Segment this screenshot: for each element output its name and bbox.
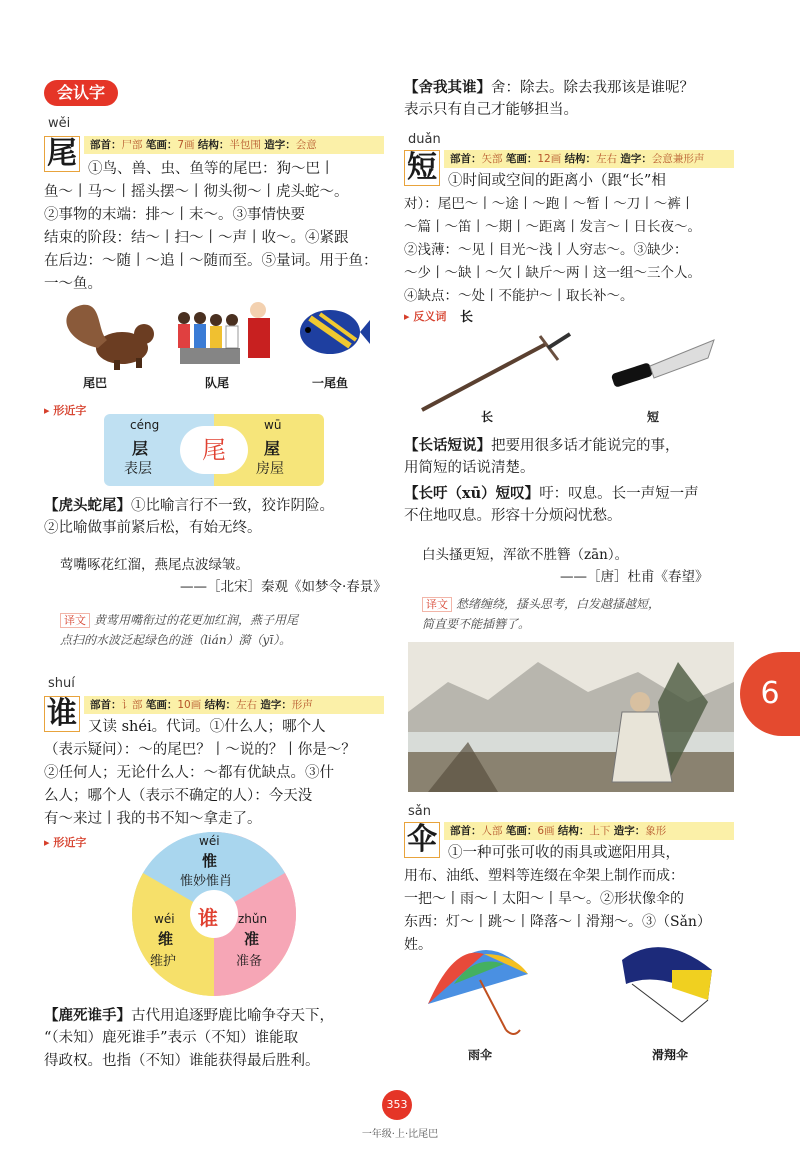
wheel-left-pinyin: wéi: [154, 912, 175, 926]
similar-left-pinyin: céng: [130, 418, 160, 432]
duan-headchar: 短: [404, 150, 440, 186]
similar-right-word: 房屋: [256, 461, 284, 477]
duan-translation-line: 简直要不能插簪了。: [422, 617, 531, 631]
shui-def-line: 又读 shéi。代词。①什么人；哪个人: [88, 719, 326, 735]
shui-def-line: 有～来过丨我的书不知～拿走了。: [44, 811, 262, 827]
right-top-idiom-line: 【舍我其谁】舍：除去。除去我那该是谁呢？: [404, 79, 694, 96]
similar-left-word: 表层: [124, 461, 152, 477]
duan-idiom1-line: 用简短的话说清楚。: [404, 460, 535, 476]
duan-pinyin: duǎn: [408, 132, 441, 147]
similar-right-pinyin: wū: [264, 418, 282, 432]
wei-translation-line: 译文 黄莺用嘴衔过的花更加红润，燕子用尾: [60, 610, 380, 631]
caption-long: 长: [480, 410, 493, 424]
san-def-line: 一把～丨雨～丨太阳～丨旱～。②形状像伞的: [404, 891, 684, 907]
duan-def-line: 对）：尾巴～丨～途丨～跑丨～暂丨～刀丨～裤丨: [404, 196, 695, 212]
duan-idiom2-line: 不住地叹息。形容十分烦闷忧愁。: [404, 508, 622, 524]
wei-def-line: ②事物的末端：排～丨末～。③事情快要: [44, 207, 305, 223]
wheel-right-pinyin: zhǔn: [238, 912, 268, 926]
wheel-left-word: 维护: [150, 954, 177, 969]
caption-umbrella: 雨伞: [467, 1048, 492, 1062]
shui-def-line: 么人；哪个人（表示不确定的人）：今天没: [44, 788, 313, 804]
wei-info-bar: 部首：尸部 笔画：7画 结构：半包围 造字：会意: [84, 136, 384, 154]
wei-def-line: ①鸟、兽、虫、鱼等的尾巴：狗～巴丨: [88, 161, 335, 177]
shui-def-line: ②任何人；无论什么人：～都有优缺点。③什: [44, 765, 334, 781]
section-badge: 会认字: [44, 80, 118, 106]
caption-one-fish: 一尾鱼: [311, 376, 348, 390]
squirrel-image: [52, 300, 156, 372]
similar-chars-box: [104, 414, 324, 486]
shui-idiom-line: “（未知）鹿死谁手”表示（不知）谁能取: [44, 1030, 299, 1046]
similar-label: ▸ 形近字: [44, 404, 87, 417]
wheel-right-word: 准备: [236, 954, 263, 969]
wei-def-line: 在后边：～随丨～追丨～随而至。⑤量词。用于鱼：: [44, 253, 378, 269]
caption-queue-tail: 队尾: [204, 376, 229, 390]
page-footer: 一年级·上·比尾巴: [361, 1129, 439, 1140]
wei-def-line: 鱼～丨马～丨摇头摆～丨彻头彻～丨虎头蛇～。: [44, 184, 349, 200]
wei-idiom-line: 【虎头蛇尾】①比喻言行不一致，狡诈阴险。: [44, 497, 334, 514]
duan-def-line: ～少丨～缺丨～欠丨缺斤～两丨这一组～三个人。: [404, 265, 701, 281]
duan-translation-line: 译文 愁绪缠绕，搔头思考，白发越搔越短，: [422, 594, 734, 615]
caption-paraglider: 滑翔伞: [651, 1048, 688, 1062]
san-def-line: 东西：灯～丨跳～丨降落～丨滑翔～。③（Sǎn）姓。: [404, 914, 711, 953]
san-headchar: 伞: [404, 822, 440, 858]
antonym-label: ▸ 反义词: [404, 310, 447, 323]
similar-right-char: 屋: [264, 439, 281, 458]
similar-left-char: 层: [132, 439, 149, 458]
wei-idiom-line: ②比喻做事前紧后松，有始无终。: [44, 520, 262, 536]
wei-def-line: 一～鱼。: [44, 276, 102, 292]
short-knife-image: [604, 336, 720, 392]
wei-poem-source: ——［北宋］秦观《如梦令·春景》: [180, 579, 387, 595]
poet-painting-image: [408, 642, 734, 792]
long-sword-image: [416, 330, 576, 414]
wheel-top-word: 惟妙惟肖: [180, 874, 233, 889]
wheel-right-char: 准: [244, 930, 260, 948]
caption-short: 短: [646, 410, 659, 424]
duan-def-line: ①时间或空间的距离小（跟“长”相: [448, 173, 666, 189]
shui-idiom-line: 【鹿死谁手】古代用追逐野鹿比喻争夺天下，: [44, 1007, 334, 1024]
duan-def-line: ②浅薄：～见丨目光～浅丨人穷志～。③缺少：: [404, 242, 688, 258]
fish-image: [290, 300, 370, 362]
wei-pinyin: wěi: [48, 116, 71, 131]
shui-headchar: 谁: [44, 696, 80, 732]
wheel-top-pinyin: wéi: [199, 834, 220, 848]
wei-poem-line: 莺嘴啄花红溜，燕尾点波绿皱。: [60, 557, 249, 573]
duan-idiom2-line: 【长吁（xū）短叹】吁：叹息。长一声短一声: [404, 485, 699, 502]
wheel-left-char: 维: [158, 930, 174, 948]
shui-def-line: （表示疑问）：～的尾巴？丨～说的？丨你是～？: [44, 742, 356, 758]
antonym-char: 长: [460, 310, 474, 325]
queue-children-image: [172, 296, 276, 368]
duan-def-line: ④缺点：～处丨不能护～丨取长补～。: [404, 288, 634, 304]
wheel-top-char: 惟: [202, 852, 218, 870]
right-top-idiom-line: 表示只有自己才能够担当。: [404, 102, 578, 118]
shui-pinyin: shuí: [48, 676, 75, 691]
san-info-bar: 部首：人部 笔画：6画 结构：上下 造字：象形: [444, 822, 734, 840]
paraglider-image: [612, 930, 722, 1030]
umbrella-image: [424, 934, 530, 1038]
shui-idiom-line: 得政权。也指（不知）谁能获得最后胜利。: [44, 1053, 320, 1069]
similar-center-char: 尾: [180, 426, 248, 474]
duan-poem-source: ——［唐］杜甫《春望》: [560, 569, 709, 585]
similar-label: ▸ 形近字: [44, 836, 87, 849]
san-pinyin: sǎn: [408, 804, 431, 819]
caption-tail: 尾巴: [82, 376, 107, 390]
chapter-tab: 6: [740, 652, 800, 736]
wei-translation-line: 点扫的水波泛起绿色的涟（lián）漪（yī）。: [60, 633, 292, 647]
san-def-line: ①一种可张可收的雨具或遮阳用具，: [448, 845, 680, 861]
duan-info-bar: 部首：矢部 笔画：12画 结构：左右 造字：会意兼形声: [444, 150, 734, 168]
duan-poem-line: 白头搔更短，浑欲不胜簪（zān）。: [422, 547, 629, 563]
shui-info-bar: 部首：讠部 笔画：10画 结构：左右 造字：形声: [84, 696, 384, 714]
wheel-center-char: 谁: [198, 906, 218, 930]
duan-def-line: ～篇丨～笛丨～期丨～距离丨发言～丨日长夜～。: [404, 219, 701, 235]
san-def-line: 用布、油纸、塑料等连缀在伞架上制作而成：: [404, 868, 684, 884]
wei-headchar: 尾: [44, 136, 80, 172]
page-number: 353: [382, 1090, 412, 1120]
duan-idiom1-line: 【长话短说】把要用很多话才能说完的事，: [404, 437, 680, 454]
wei-def-line: 结束的阶段：结～丨扫～丨～声丨收～。④紧跟: [44, 230, 349, 246]
